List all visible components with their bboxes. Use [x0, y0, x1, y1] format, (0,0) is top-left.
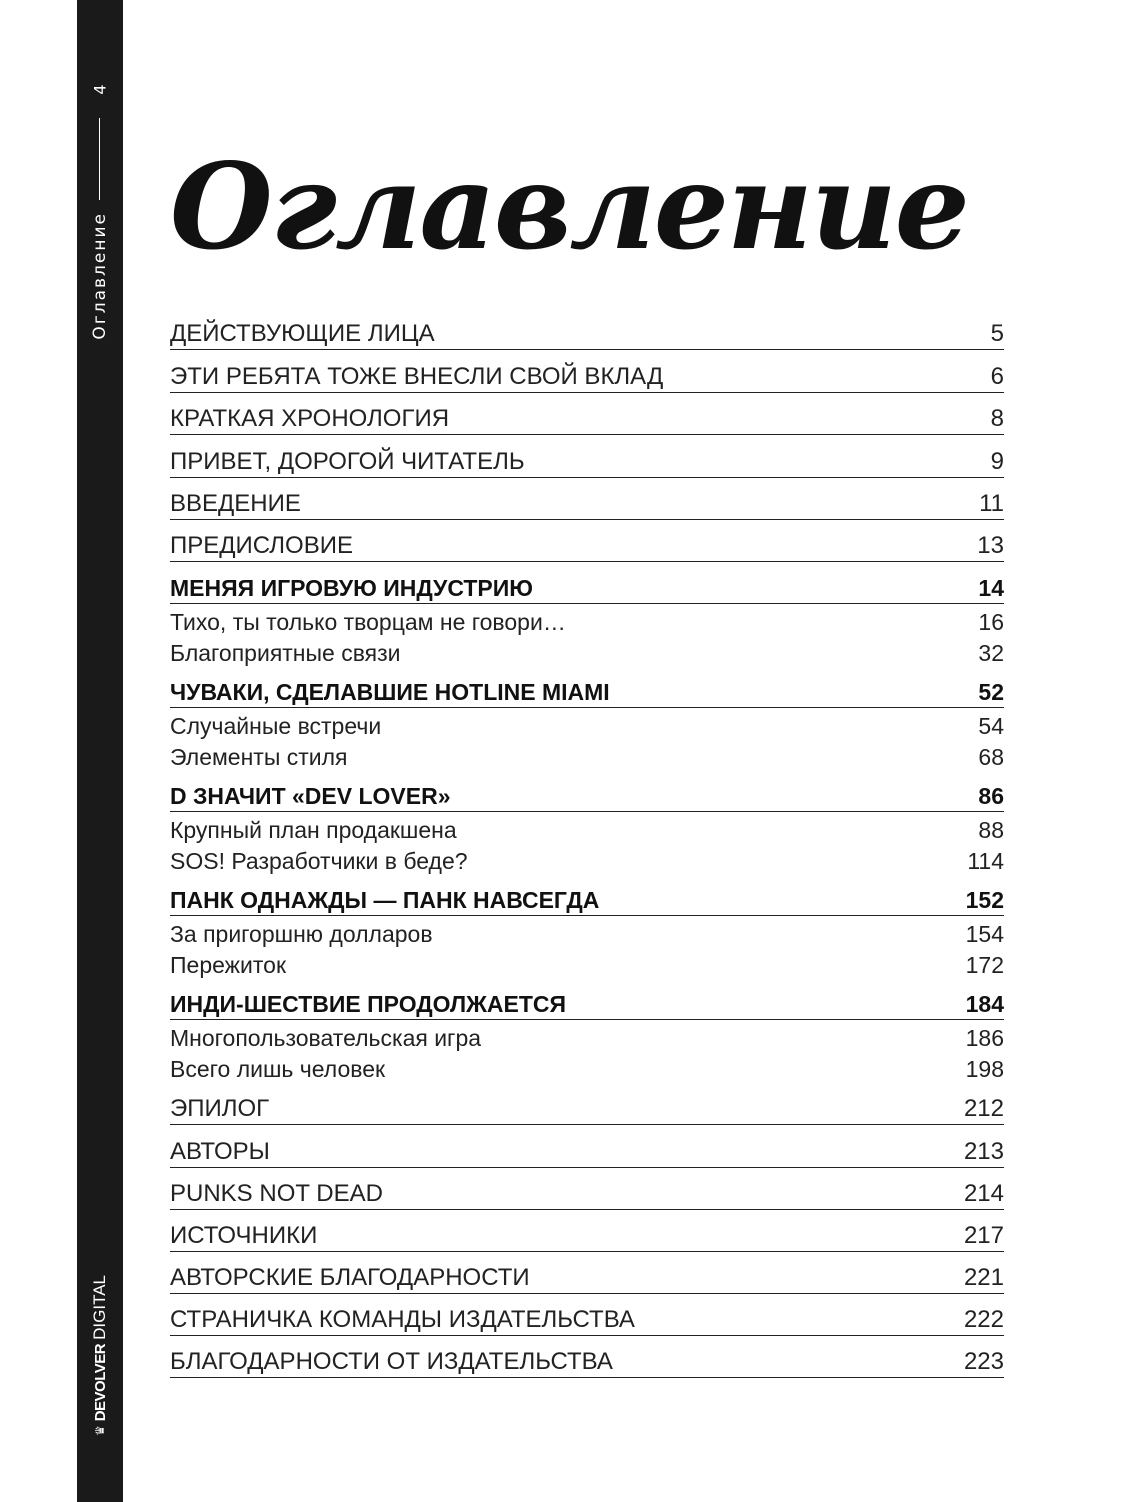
toc-entry[interactable]: [170, 401, 1004, 435]
toc-entry-label: ВВЕДЕНИЕ: [170, 490, 301, 517]
toc-section-page: 86: [978, 783, 1004, 809]
toc-entry[interactable]: [170, 1344, 1004, 1378]
toc-entry[interactable]: [170, 1176, 1004, 1210]
toc-entry-page: 213: [963, 1138, 1004, 1165]
toc-subentry-page: 16: [978, 609, 1004, 635]
toc-entry-label: ДЕЙСТВУЮЩИЕ ЛИЦА: [170, 320, 435, 347]
toc-entry-page: 9: [990, 448, 1004, 475]
toc-subentry-label: Крупный план продакшена: [170, 817, 457, 843]
toc-entry[interactable]: [170, 486, 1004, 520]
page-title: Оглавление: [170, 137, 968, 276]
brand-subtext: DIGITAL: [90, 1275, 109, 1340]
toc-section-page: 52: [978, 679, 1004, 705]
toc-section[interactable]: [170, 882, 1004, 916]
toc-subentry-page: 68: [978, 744, 1004, 770]
toc-subentry[interactable]: [170, 1053, 1004, 1083]
toc-entry-label: ЭПИЛОГ: [170, 1095, 270, 1122]
toc-entry-label: СТРАНИЧКА КОМАНДЫ ИЗДАТЕЛЬСТВА: [170, 1306, 635, 1333]
toc-entry[interactable]: [170, 1134, 1004, 1168]
toc-entry-label: ПРЕДИСЛОВИЕ: [170, 532, 353, 559]
toc-subentry-page: 198: [965, 1056, 1004, 1082]
toc-subentry[interactable]: [170, 949, 1004, 979]
toc-entry-page: 5: [990, 320, 1004, 347]
toc-subentry-label: Элементы стиля: [170, 744, 348, 770]
toc-subentry-page: 54: [978, 713, 1004, 739]
toc-entry-page: 222: [963, 1306, 1004, 1333]
toc-section[interactable]: [170, 570, 1004, 604]
toc-subentry-label: Благоприятные связи: [170, 640, 401, 666]
toc-subentry-page: 186: [965, 1025, 1004, 1051]
toc-subentry-page: 88: [978, 817, 1004, 843]
toc-entry-label: ИСТОЧНИКИ: [170, 1222, 318, 1249]
toc-subentry-label: За пригоршню долларов: [170, 921, 433, 947]
toc-section[interactable]: [170, 986, 1004, 1020]
toc-subentry-page: 114: [967, 848, 1004, 874]
toc-subentry-page: 154: [965, 921, 1004, 947]
toc-section-page: 184: [965, 991, 1004, 1017]
toc-subentry-label: Многопользовательская игра: [170, 1025, 482, 1051]
toc-entry[interactable]: [170, 1091, 1004, 1125]
toc-subentry-label: Пережиток: [170, 952, 287, 978]
toc-subentry[interactable]: [170, 741, 1004, 771]
toc-subentry[interactable]: [170, 918, 1004, 948]
toc-entry[interactable]: [170, 1260, 1004, 1294]
toc-entry-page: 212: [963, 1095, 1004, 1122]
toc-entry-page: 223: [963, 1348, 1004, 1375]
toc-entry-label: АВТОРЫ: [170, 1138, 270, 1165]
toc-entry[interactable]: [170, 1218, 1004, 1252]
toc-entry[interactable]: [170, 1302, 1004, 1336]
toc-entry-label: PUNKS NOT DEAD: [170, 1180, 383, 1207]
toc-subentry-label: Всего лишь человек: [170, 1056, 386, 1082]
toc-subentry-label: SOS! Разработчики в беде?: [170, 848, 468, 874]
sidebar: [77, 0, 123, 1502]
toc-section-label: МЕНЯЯ ИГРОВУЮ ИНДУСТРИЮ: [170, 575, 534, 601]
toc-entry-page: 217: [963, 1222, 1004, 1249]
toc-subentry[interactable]: [170, 710, 1004, 740]
toc-subentry[interactable]: [170, 845, 1004, 875]
toc-section[interactable]: [170, 778, 1004, 812]
toc-entry-label: КРАТКАЯ ХРОНОЛОГИЯ: [170, 405, 450, 432]
toc-subentry[interactable]: [170, 606, 1004, 636]
toc-subentry[interactable]: [170, 637, 1004, 667]
toc-entry-label: БЛАГОДАРНОСТИ ОТ ИЗДАТЕЛЬСТВА: [170, 1348, 613, 1375]
toc-entry-page: 214: [963, 1180, 1004, 1207]
toc-subentry[interactable]: [170, 814, 1004, 844]
toc-section-label: ЧУВАКИ, СДЕЛАВШИЕ HOTLINE MIAMI: [170, 679, 610, 705]
toc-entry[interactable]: [170, 316, 1004, 350]
toc-entry-page: 6: [990, 363, 1004, 390]
toc-entry-label: АВТОРСКИЕ БЛАГОДАРНОСТИ: [170, 1264, 530, 1291]
sidebar-divider: [99, 118, 100, 200]
toc-section-page: 152: [965, 887, 1004, 913]
toc-entry[interactable]: [170, 444, 1004, 478]
toc-section-label: ПАНК ОДНАЖДЫ — ПАНК НАВСЕГДА: [170, 887, 600, 913]
toc-entry-page: 13: [977, 532, 1004, 559]
toc-entry-label: ЭТИ РЕБЯТА ТОЖЕ ВНЕСЛИ СВОЙ ВКЛАД: [170, 363, 664, 390]
toc-section[interactable]: [170, 674, 1004, 708]
toc-entry-page: 221: [963, 1264, 1004, 1291]
toc-entry-page: 11: [979, 490, 1004, 517]
toc-entry-label: ПРИВЕТ, ДОРОГОЙ ЧИТАТЕЛЬ: [170, 448, 525, 475]
toc-subentry-label: Тихо, ты только творцам не говори…: [170, 609, 566, 635]
toc-section-page: 14: [978, 575, 1004, 601]
brand-logo-text: DEVOLVER: [91, 1343, 109, 1422]
crown-icon: ♛: [93, 1425, 107, 1437]
toc-subentry-label: Случайные встречи: [170, 713, 382, 739]
page-number: 4: [90, 84, 110, 95]
running-title: Оглавление: [90, 212, 110, 340]
toc-entry[interactable]: [170, 359, 1004, 393]
toc-entry[interactable]: [170, 528, 1004, 562]
toc-section-label: D ЗНАЧИТ «DEV LOVER»: [170, 783, 451, 809]
toc-entry-page: 8: [990, 405, 1004, 432]
toc-section-label: ИНДИ-ШЕСТВИЕ ПРОДОЛЖАЕТСЯ: [170, 991, 567, 1017]
toc-subentry[interactable]: [170, 1022, 1004, 1052]
toc-subentry-page: 32: [978, 640, 1004, 666]
publisher-brand: [90, 1275, 110, 1436]
toc-subentry-page: 172: [965, 952, 1004, 978]
